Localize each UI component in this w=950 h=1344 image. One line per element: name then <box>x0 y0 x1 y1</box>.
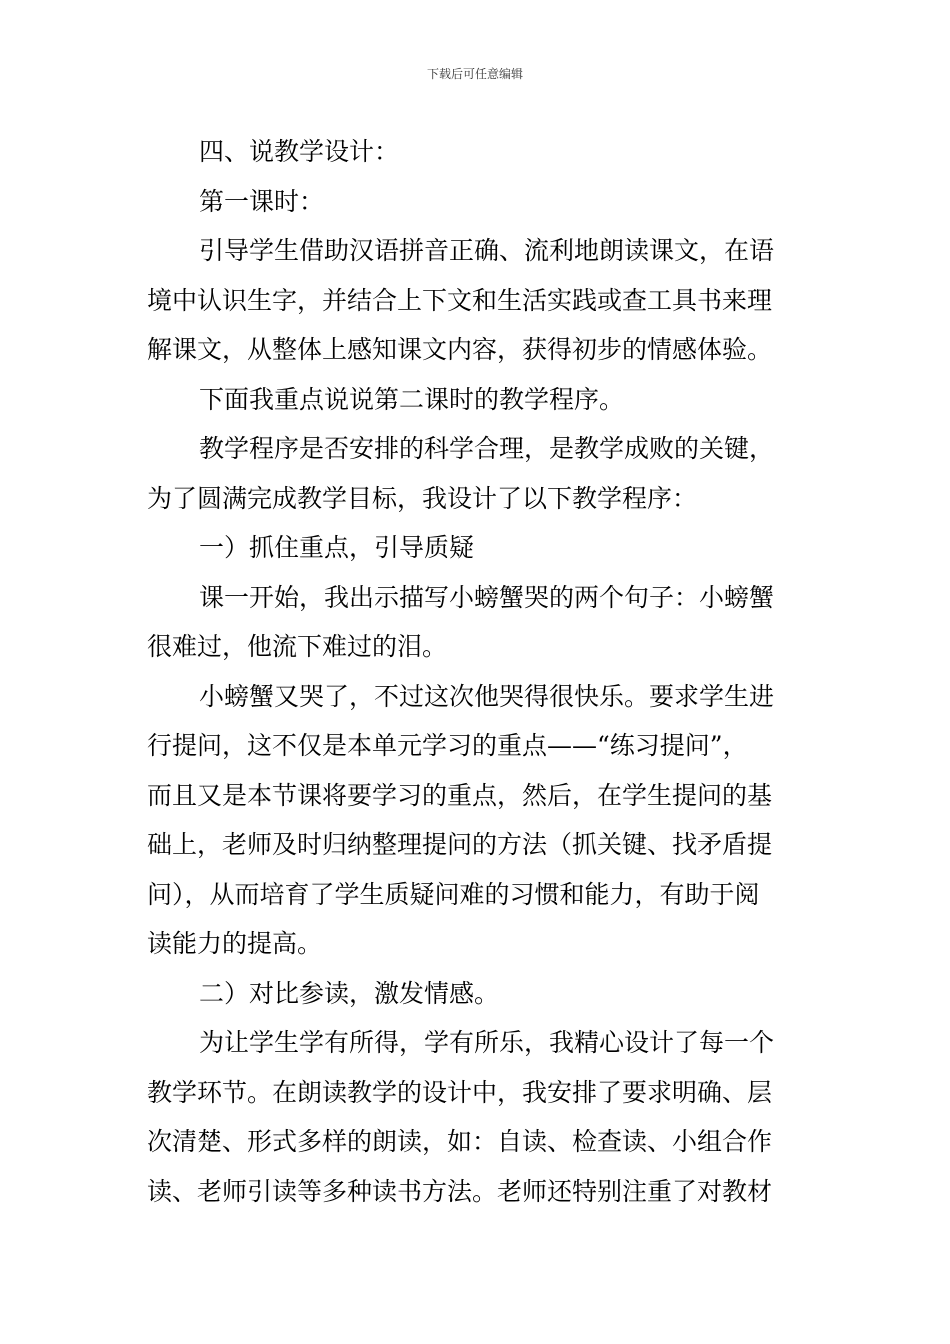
text-line: 教学环节。在朗读教学的设计中，我安排了要求明确、层 <box>147 1077 773 1107</box>
document-body <box>147 127 817 1216</box>
text-line: 四、说教学设计： <box>199 137 400 166</box>
text-line: 第一课时： <box>199 186 325 216</box>
text-line: 为让学生学有所得，学有所乐，我精心设计了每一个 <box>199 1028 775 1057</box>
text-line: 而且又是本节课将要学习的重点，然后，在学生提问的基 <box>147 780 773 810</box>
text-line: 课一开始，我出示描写小螃蟹哭的两个句子：小螃蟹 <box>199 582 775 612</box>
text-line: 很难过，他流下难过的泪。 <box>147 632 448 661</box>
text-line: 行提问，这不仅是本单元学习的重点——“练习提问”， <box>147 731 748 760</box>
text-line: 次清楚、形式多样的朗读，如：自读、检查读、小组合作 <box>147 1127 773 1156</box>
text-line: 引导学生借助汉语拼音正确、流利地朗读课文，在语 <box>199 236 775 265</box>
text-line: 小螃蟹又哭了，不过这次他哭得很快乐。要求学生进 <box>199 681 775 711</box>
text-line: 教学程序是否安排的科学合理，是教学成败的关键， <box>199 434 775 463</box>
text-line: 读、老师引读等多种读书方法。老师还特别注重了对教材 <box>147 1176 773 1206</box>
text-line: 础上，老师及时归纳整理提问的方法（抓关键、找矛盾提 <box>147 830 773 859</box>
text-line: 为了圆满完成教学目标，我设计了以下教学程序： <box>147 483 698 513</box>
text-line: 问），从而培育了学生质疑问难的习惯和能力，有助于阅 <box>147 879 760 909</box>
text-line: 读能力的提高。 <box>147 929 323 958</box>
text-line: 下面我重点说说第二课时的教学程序。 <box>199 384 625 414</box>
text-line: 解课文，从整体上感知课文内容，获得初步的情感体验。 <box>147 335 773 364</box>
text-line: 二）对比参读，激发情感。 <box>199 978 500 1008</box>
text-line: 境中认识生字，并结合上下文和生活实践或查工具书来理 <box>147 285 773 315</box>
text-line: 一）抓住重点，引导质疑 <box>199 533 475 562</box>
page-header: 下载后可任意编辑 <box>426 67 523 81</box>
